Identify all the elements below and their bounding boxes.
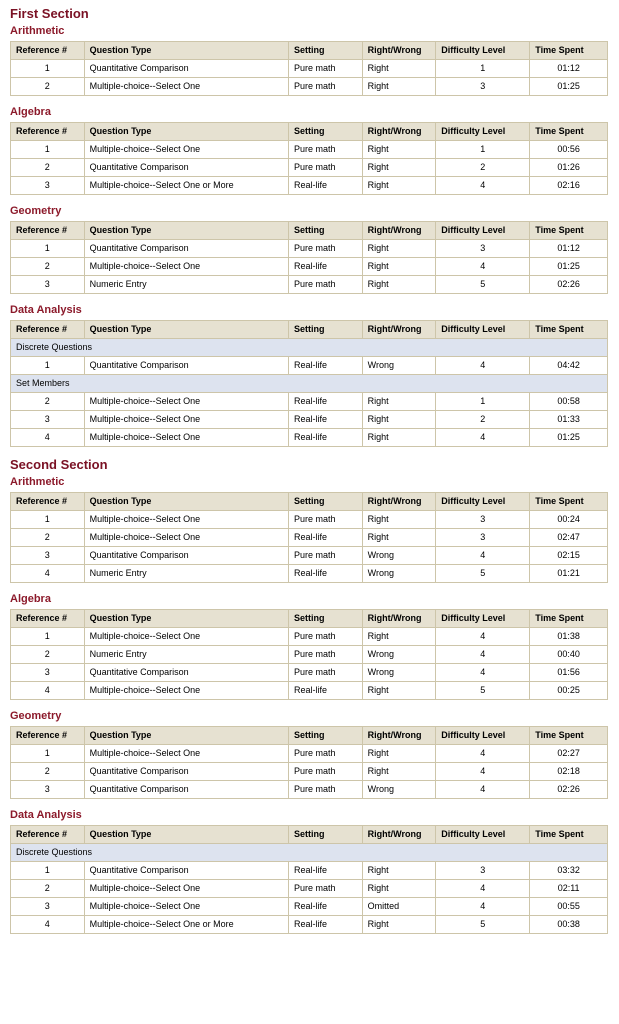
cell-ref: 3 xyxy=(11,898,85,916)
cell-diff: 5 xyxy=(436,682,530,700)
cell-ref: 1 xyxy=(11,511,85,529)
cell-ref: 2 xyxy=(11,393,85,411)
cell-ref: 2 xyxy=(11,78,85,96)
column-header-diff: Difficulty Level xyxy=(436,321,530,339)
table-header xyxy=(11,727,608,745)
cell-type: Quantitative Comparison xyxy=(84,664,288,682)
cell-type: Quantitative Comparison xyxy=(84,763,288,781)
cell-setting: Real-life xyxy=(289,357,363,375)
cell-time: 00:25 xyxy=(530,682,608,700)
table-row xyxy=(11,745,608,763)
group-row xyxy=(11,375,608,393)
cell-ref: 4 xyxy=(11,682,85,700)
cell-rw: Right xyxy=(362,393,436,411)
cell-type: Multiple-choice--Select One xyxy=(84,411,288,429)
table-row xyxy=(11,276,608,294)
cell-time: 01:25 xyxy=(530,258,608,276)
group-label: Discrete Questions xyxy=(11,844,608,862)
table-row xyxy=(11,258,608,276)
cell-setting: Real-life xyxy=(289,682,363,700)
cell-diff: 3 xyxy=(436,78,530,96)
table-row xyxy=(11,565,608,583)
cell-time: 02:26 xyxy=(530,781,608,799)
cell-setting: Pure math xyxy=(289,240,363,258)
column-header-ref: Reference # xyxy=(11,42,85,60)
cell-ref: 1 xyxy=(11,240,85,258)
table-header-row xyxy=(11,727,608,745)
table-row xyxy=(11,862,608,880)
cell-time: 00:24 xyxy=(530,511,608,529)
cell-time: 01:56 xyxy=(530,664,608,682)
table-header-row xyxy=(11,123,608,141)
column-header-time: Time Spent xyxy=(530,222,608,240)
table-header-row xyxy=(11,222,608,240)
topic-block xyxy=(10,205,609,294)
cell-time: 02:11 xyxy=(530,880,608,898)
cell-rw: Right xyxy=(362,682,436,700)
table-row xyxy=(11,682,608,700)
topic-title: Data Analysis xyxy=(10,809,82,821)
column-header-rw: Right/Wrong xyxy=(362,493,436,511)
table-row xyxy=(11,240,608,258)
cell-type: Multiple-choice--Select One xyxy=(84,628,288,646)
cell-ref: 1 xyxy=(11,357,85,375)
topic-block xyxy=(10,304,609,447)
column-header-ref: Reference # xyxy=(11,222,85,240)
column-header-time: Time Spent xyxy=(530,727,608,745)
table-row xyxy=(11,898,608,916)
table-row xyxy=(11,159,608,177)
column-header-diff: Difficulty Level xyxy=(436,222,530,240)
topic-title: Geometry xyxy=(10,205,62,217)
table-body xyxy=(11,60,608,96)
cell-rw: Right xyxy=(362,258,436,276)
cell-setting: Real-life xyxy=(289,429,363,447)
cell-ref: 2 xyxy=(11,880,85,898)
table-row xyxy=(11,393,608,411)
cell-setting: Pure math xyxy=(289,646,363,664)
column-header-type: Question Type xyxy=(84,42,288,60)
cell-time: 02:16 xyxy=(530,177,608,195)
cell-setting: Pure math xyxy=(289,880,363,898)
questions-table xyxy=(10,609,608,700)
cell-diff: 5 xyxy=(436,916,530,934)
topic-title: Arithmetic xyxy=(10,25,65,37)
column-header-diff: Difficulty Level xyxy=(436,493,530,511)
topic-title: Algebra xyxy=(10,106,51,118)
cell-ref: 1 xyxy=(11,745,85,763)
cell-setting: Real-life xyxy=(289,529,363,547)
report-section xyxy=(10,6,609,447)
cell-rw: Right xyxy=(362,78,436,96)
table-row xyxy=(11,357,608,375)
column-header-ref: Reference # xyxy=(11,493,85,511)
table-body xyxy=(11,628,608,700)
table-row xyxy=(11,511,608,529)
cell-type: Multiple-choice--Select One xyxy=(84,511,288,529)
cell-setting: Pure math xyxy=(289,628,363,646)
cell-time: 00:40 xyxy=(530,646,608,664)
cell-diff: 4 xyxy=(436,880,530,898)
column-header-rw: Right/Wrong xyxy=(362,42,436,60)
cell-setting: Real-life xyxy=(289,898,363,916)
cell-rw: Wrong xyxy=(362,547,436,565)
cell-time: 01:25 xyxy=(530,78,608,96)
cell-type: Quantitative Comparison xyxy=(84,60,288,78)
table-row xyxy=(11,411,608,429)
cell-setting: Real-life xyxy=(289,393,363,411)
cell-rw: Right xyxy=(362,880,436,898)
cell-ref: 3 xyxy=(11,177,85,195)
cell-rw: Right xyxy=(362,60,436,78)
cell-setting: Real-life xyxy=(289,177,363,195)
cell-ref: 1 xyxy=(11,862,85,880)
cell-diff: 2 xyxy=(436,411,530,429)
cell-type: Quantitative Comparison xyxy=(84,240,288,258)
table-body xyxy=(11,745,608,799)
cell-type: Multiple-choice--Select One xyxy=(84,898,288,916)
table-row xyxy=(11,529,608,547)
cell-setting: Pure math xyxy=(289,547,363,565)
topic-block xyxy=(10,593,609,700)
column-header-rw: Right/Wrong xyxy=(362,321,436,339)
questions-table xyxy=(10,122,608,195)
cell-diff: 3 xyxy=(436,240,530,258)
cell-setting: Pure math xyxy=(289,664,363,682)
topic-block xyxy=(10,476,609,583)
cell-diff: 3 xyxy=(436,529,530,547)
cell-type: Quantitative Comparison xyxy=(84,781,288,799)
cell-type: Numeric Entry xyxy=(84,565,288,583)
cell-type: Quantitative Comparison xyxy=(84,862,288,880)
cell-diff: 1 xyxy=(436,141,530,159)
table-body xyxy=(11,141,608,195)
table-header xyxy=(11,493,608,511)
table-header xyxy=(11,42,608,60)
cell-ref: 2 xyxy=(11,646,85,664)
cell-setting: Real-life xyxy=(289,411,363,429)
table-row xyxy=(11,60,608,78)
cell-time: 02:47 xyxy=(530,529,608,547)
cell-type: Multiple-choice--Select One xyxy=(84,141,288,159)
table-row xyxy=(11,78,608,96)
cell-type: Multiple-choice--Select One xyxy=(84,258,288,276)
table-header xyxy=(11,321,608,339)
cell-type: Numeric Entry xyxy=(84,276,288,294)
table-body xyxy=(11,240,608,294)
column-header-setting: Setting xyxy=(289,222,363,240)
cell-time: 00:58 xyxy=(530,393,608,411)
table-header xyxy=(11,123,608,141)
table-row xyxy=(11,628,608,646)
cell-diff: 4 xyxy=(436,763,530,781)
table-header-row xyxy=(11,321,608,339)
cell-type: Quantitative Comparison xyxy=(84,159,288,177)
report-section xyxy=(10,457,609,934)
topic-title: Data Analysis xyxy=(10,304,82,316)
cell-setting: Pure math xyxy=(289,781,363,799)
column-header-setting: Setting xyxy=(289,123,363,141)
column-header-time: Time Spent xyxy=(530,610,608,628)
cell-diff: 5 xyxy=(436,276,530,294)
column-header-diff: Difficulty Level xyxy=(436,42,530,60)
group-label: Set Members xyxy=(11,375,608,393)
column-header-time: Time Spent xyxy=(530,493,608,511)
topic-block xyxy=(10,25,609,96)
cell-type: Multiple-choice--Select One xyxy=(84,880,288,898)
cell-rw: Wrong xyxy=(362,357,436,375)
column-header-setting: Setting xyxy=(289,610,363,628)
column-header-type: Question Type xyxy=(84,321,288,339)
column-header-setting: Setting xyxy=(289,321,363,339)
cell-type: Multiple-choice--Select One or More xyxy=(84,177,288,195)
cell-rw: Wrong xyxy=(362,781,436,799)
column-header-ref: Reference # xyxy=(11,321,85,339)
column-header-rw: Right/Wrong xyxy=(362,610,436,628)
cell-diff: 4 xyxy=(436,745,530,763)
cell-ref: 2 xyxy=(11,258,85,276)
cell-diff: 4 xyxy=(436,258,530,276)
cell-time: 01:33 xyxy=(530,411,608,429)
cell-setting: Pure math xyxy=(289,763,363,781)
column-header-rw: Right/Wrong xyxy=(362,826,436,844)
column-header-type: Question Type xyxy=(84,493,288,511)
section-title: Second Section xyxy=(10,457,108,472)
cell-diff: 4 xyxy=(436,646,530,664)
cell-ref: 2 xyxy=(11,529,85,547)
cell-ref: 4 xyxy=(11,565,85,583)
table-row xyxy=(11,141,608,159)
column-header-diff: Difficulty Level xyxy=(436,826,530,844)
topic-block xyxy=(10,710,609,799)
cell-setting: Pure math xyxy=(289,276,363,294)
questions-table xyxy=(10,825,608,934)
table-row xyxy=(11,880,608,898)
cell-time: 01:12 xyxy=(530,60,608,78)
table-header xyxy=(11,826,608,844)
cell-type: Multiple-choice--Select One xyxy=(84,78,288,96)
column-header-diff: Difficulty Level xyxy=(436,610,530,628)
cell-setting: Pure math xyxy=(289,745,363,763)
questions-table xyxy=(10,41,608,96)
cell-rw: Right xyxy=(362,276,436,294)
cell-diff: 4 xyxy=(436,898,530,916)
cell-time: 00:56 xyxy=(530,141,608,159)
cell-setting: Pure math xyxy=(289,78,363,96)
column-header-setting: Setting xyxy=(289,42,363,60)
cell-diff: 4 xyxy=(436,628,530,646)
cell-ref: 3 xyxy=(11,664,85,682)
cell-rw: Right xyxy=(362,141,436,159)
column-header-time: Time Spent xyxy=(530,321,608,339)
table-header-row xyxy=(11,493,608,511)
table-row xyxy=(11,547,608,565)
column-header-type: Question Type xyxy=(84,222,288,240)
cell-time: 02:18 xyxy=(530,763,608,781)
cell-ref: 1 xyxy=(11,141,85,159)
cell-time: 02:26 xyxy=(530,276,608,294)
column-header-type: Question Type xyxy=(84,610,288,628)
table-body xyxy=(11,844,608,934)
cell-diff: 4 xyxy=(436,357,530,375)
table-header-row xyxy=(11,826,608,844)
cell-time: 02:15 xyxy=(530,547,608,565)
cell-rw: Right xyxy=(362,763,436,781)
cell-type: Multiple-choice--Select One xyxy=(84,745,288,763)
table-row xyxy=(11,664,608,682)
cell-rw: Right xyxy=(362,177,436,195)
cell-time: 01:21 xyxy=(530,565,608,583)
cell-diff: 4 xyxy=(436,547,530,565)
cell-type: Multiple-choice--Select One xyxy=(84,529,288,547)
column-header-setting: Setting xyxy=(289,727,363,745)
cell-ref: 2 xyxy=(11,159,85,177)
cell-rw: Wrong xyxy=(362,664,436,682)
column-header-ref: Reference # xyxy=(11,123,85,141)
cell-rw: Right xyxy=(362,511,436,529)
cell-type: Numeric Entry xyxy=(84,646,288,664)
cell-rw: Right xyxy=(362,159,436,177)
cell-time: 03:32 xyxy=(530,862,608,880)
column-header-type: Question Type xyxy=(84,123,288,141)
topic-block xyxy=(10,809,609,934)
cell-rw: Right xyxy=(362,411,436,429)
column-header-rw: Right/Wrong xyxy=(362,222,436,240)
column-header-time: Time Spent xyxy=(530,826,608,844)
topic-title: Algebra xyxy=(10,593,51,605)
cell-rw: Wrong xyxy=(362,646,436,664)
cell-setting: Real-life xyxy=(289,565,363,583)
cell-time: 00:38 xyxy=(530,916,608,934)
column-header-diff: Difficulty Level xyxy=(436,123,530,141)
cell-diff: 1 xyxy=(436,60,530,78)
group-label: Discrete Questions xyxy=(11,339,608,357)
questions-table xyxy=(10,492,608,583)
cell-ref: 3 xyxy=(11,411,85,429)
column-header-diff: Difficulty Level xyxy=(436,727,530,745)
cell-type: Multiple-choice--Select One xyxy=(84,429,288,447)
cell-diff: 4 xyxy=(436,781,530,799)
cell-time: 02:27 xyxy=(530,745,608,763)
table-header xyxy=(11,610,608,628)
cell-time: 01:26 xyxy=(530,159,608,177)
cell-diff: 5 xyxy=(436,565,530,583)
cell-type: Multiple-choice--Select One xyxy=(84,393,288,411)
cell-type: Multiple-choice--Select One xyxy=(84,682,288,700)
cell-time: 04:42 xyxy=(530,357,608,375)
cell-diff: 4 xyxy=(436,429,530,447)
cell-ref: 1 xyxy=(11,60,85,78)
cell-ref: 4 xyxy=(11,429,85,447)
column-header-rw: Right/Wrong xyxy=(362,727,436,745)
cell-diff: 1 xyxy=(436,393,530,411)
column-header-ref: Reference # xyxy=(11,826,85,844)
questions-table xyxy=(10,221,608,294)
cell-setting: Real-life xyxy=(289,916,363,934)
cell-time: 01:25 xyxy=(530,429,608,447)
cell-setting: Real-life xyxy=(289,258,363,276)
cell-rw: Right xyxy=(362,628,436,646)
table-row xyxy=(11,646,608,664)
column-header-ref: Reference # xyxy=(11,727,85,745)
cell-setting: Pure math xyxy=(289,60,363,78)
column-header-setting: Setting xyxy=(289,826,363,844)
topic-title: Geometry xyxy=(10,710,62,722)
cell-setting: Pure math xyxy=(289,511,363,529)
cell-rw: Right xyxy=(362,862,436,880)
cell-rw: Right xyxy=(362,916,436,934)
table-row xyxy=(11,429,608,447)
cell-diff: 3 xyxy=(436,511,530,529)
cell-rw: Right xyxy=(362,429,436,447)
cell-diff: 4 xyxy=(436,664,530,682)
table-row xyxy=(11,781,608,799)
cell-ref: 4 xyxy=(11,916,85,934)
column-header-type: Question Type xyxy=(84,826,288,844)
cell-rw: Wrong xyxy=(362,565,436,583)
table-body xyxy=(11,511,608,583)
cell-rw: Right xyxy=(362,240,436,258)
cell-time: 01:38 xyxy=(530,628,608,646)
table-header xyxy=(11,222,608,240)
topic-block xyxy=(10,106,609,195)
section-title: First Section xyxy=(10,6,89,21)
cell-type: Quantitative Comparison xyxy=(84,357,288,375)
topic-title: Arithmetic xyxy=(10,476,65,488)
cell-setting: Pure math xyxy=(289,159,363,177)
questions-table xyxy=(10,726,608,799)
column-header-setting: Setting xyxy=(289,493,363,511)
cell-ref: 3 xyxy=(11,276,85,294)
column-header-ref: Reference # xyxy=(11,610,85,628)
table-row xyxy=(11,763,608,781)
cell-time: 01:12 xyxy=(530,240,608,258)
cell-type: Quantitative Comparison xyxy=(84,547,288,565)
cell-time: 00:55 xyxy=(530,898,608,916)
group-row xyxy=(11,339,608,357)
column-header-rw: Right/Wrong xyxy=(362,123,436,141)
table-row xyxy=(11,916,608,934)
column-header-time: Time Spent xyxy=(530,123,608,141)
cell-ref: 1 xyxy=(11,628,85,646)
cell-ref: 3 xyxy=(11,781,85,799)
questions-table xyxy=(10,320,608,447)
cell-type: Multiple-choice--Select One or More xyxy=(84,916,288,934)
cell-setting: Real-life xyxy=(289,862,363,880)
cell-rw: Right xyxy=(362,529,436,547)
group-row xyxy=(11,844,608,862)
table-header-row xyxy=(11,42,608,60)
cell-ref: 2 xyxy=(11,763,85,781)
cell-diff: 3 xyxy=(436,862,530,880)
table-row xyxy=(11,177,608,195)
column-header-type: Question Type xyxy=(84,727,288,745)
cell-diff: 2 xyxy=(436,159,530,177)
column-header-time: Time Spent xyxy=(530,42,608,60)
cell-ref: 3 xyxy=(11,547,85,565)
cell-rw: Omitted xyxy=(362,898,436,916)
table-body xyxy=(11,339,608,447)
table-header-row xyxy=(11,610,608,628)
cell-diff: 4 xyxy=(436,177,530,195)
cell-setting: Pure math xyxy=(289,141,363,159)
cell-rw: Right xyxy=(362,745,436,763)
